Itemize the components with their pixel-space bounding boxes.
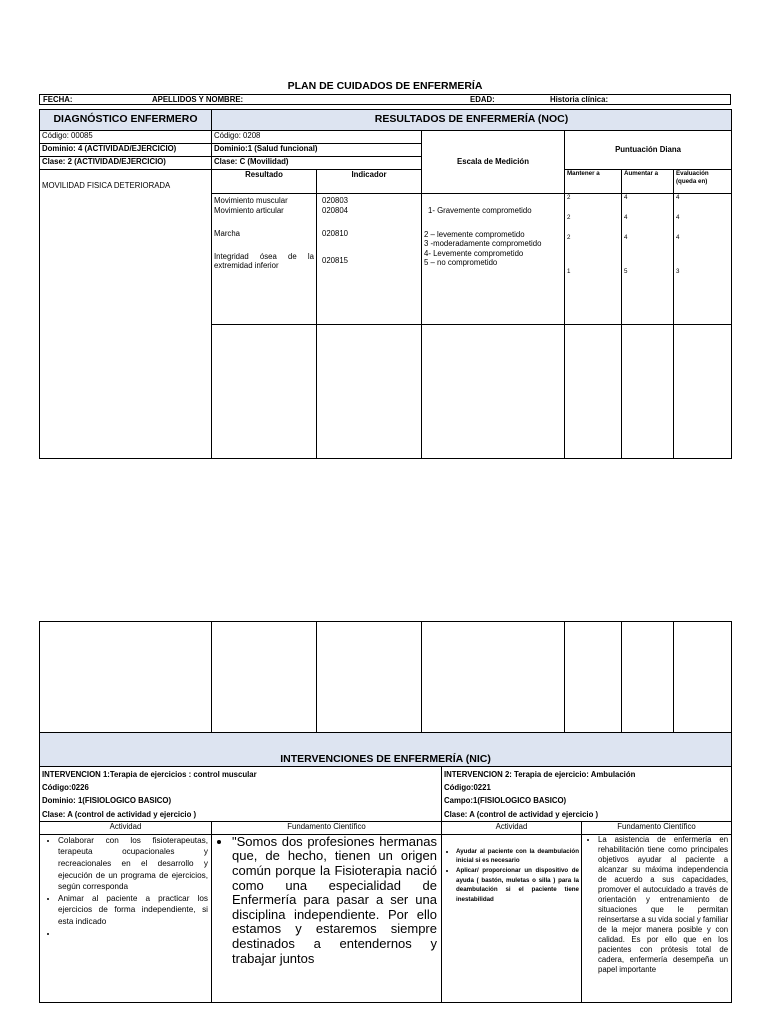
empty-cell: [565, 622, 622, 733]
edad-label: EDAD:: [470, 95, 495, 104]
diagnostico-heading: DIAGNÓSTICO ENFERMERO: [40, 110, 212, 131]
resultado-item: Movimiento articular: [214, 205, 284, 215]
empty-cell: [317, 622, 422, 733]
empty-cell: [212, 622, 317, 733]
resultado-item: Movimiento muscular: [214, 196, 288, 205]
int1-clase: Clase: A (control de actividad y ejercicio ): [42, 809, 197, 819]
escala-item: 4- Levemente comprometido: [424, 248, 524, 258]
historia-label: Historia clínica:: [550, 95, 609, 104]
indicador-item: 020803: [322, 196, 349, 205]
apellidos-label: APELLIDOS Y NOMBRE:: [152, 95, 244, 104]
page-title: PLAN DE CUIDADOS DE ENFERMERÍA: [287, 80, 483, 92]
fecha-label: FECHA:: [43, 95, 73, 104]
evaluacion-value: 4: [676, 234, 680, 241]
aumentar-value: 4: [624, 234, 628, 241]
list-item: • Animar al paciente a practicar los ejercicios de forma independiente, si esta indicado: [58, 893, 208, 928]
noc-clase: Clase: C (Movilidad): [212, 157, 422, 170]
empty-cell: [622, 622, 674, 733]
escala-item: 3 -moderadamente comprometido: [424, 239, 542, 249]
indicadores-cell: [317, 194, 422, 325]
empty-cell: [565, 325, 622, 459]
int2-codigo: Código:0221: [444, 783, 491, 793]
evaluacion-value: 3: [676, 268, 680, 275]
evaluacion-value: 4: [676, 214, 680, 221]
aumentar-value: 4: [624, 194, 628, 201]
int1-actividad-header: Actividad: [40, 821, 212, 834]
int1-info: [40, 767, 442, 822]
int2-title: INTERVENCION 2: Terapia de ejercicio: Ambulación: [444, 770, 636, 779]
int2-fundamento-text: • La asistencia de enfermería en rehabilitación tiene como principales objetivos ayudar al paciente a alcanzar su máxima independencia de acuerdo a sus capacidades, promover el autocuidado a través de orientación y entrenamiento de situaciones que le permitan reinsertarse a su vida social y familiar de la mejor manera posible y con calidad. Es por ello que en los pacientes con prótesis total de cadera, enfermería desempeña un papel importante: [598, 835, 728, 975]
diag-clase: Clase: 2 (ACTIVIDAD/EJERCICIO): [40, 157, 212, 170]
diag-dominio: Dominio: 4 (ACTIVIDAD/EJERCICIO): [40, 144, 212, 157]
int1-actividades-cell: [40, 834, 212, 1002]
indicador-item: 020804: [322, 205, 349, 215]
list-item: • Aplicar/ proporcionar un dispositivo de ayuda ( bastón, muletas o silla ) para la deambulación si el paciente tiene inestabilidad: [456, 866, 579, 904]
continuation-table: [39, 621, 732, 733]
empty-cell: [40, 622, 212, 733]
header-row: [39, 94, 731, 105]
noc-dominio: Dominio:1 (Salud funcional): [212, 144, 422, 157]
escala-cell: [422, 194, 565, 325]
mantener-value: 2: [567, 214, 571, 221]
int2-fundamento-list: [588, 835, 728, 975]
resultado-item: Marcha: [214, 229, 240, 239]
int2-campo: Campo:1(FISIOLOGICO BASICO): [444, 796, 567, 806]
empty-cell: [212, 325, 317, 459]
noc-codigo: Código: 0208: [212, 131, 422, 144]
mantener-value: 2: [567, 234, 571, 241]
nic-heading: INTERVENCIONES DE ENFERMERÍA (NIC): [40, 733, 732, 767]
int1-fundamento-cell: [212, 834, 442, 1002]
empty-cell: [422, 622, 565, 733]
empty-cell: [422, 325, 565, 459]
evaluacion-cell: [674, 194, 732, 325]
escala-item: 5 – no comprometido: [424, 258, 498, 268]
resultado-item: Integridad ósea de la extremidad inferior: [214, 251, 314, 271]
indicador-item: 020810: [322, 229, 349, 239]
empty-cell: [674, 325, 732, 459]
escala-header: Escala de Medición: [422, 131, 565, 194]
diag-label: MOVILIDAD FISICA DETERIORADA: [40, 170, 212, 459]
aumentar-cell: [622, 194, 674, 325]
resultados-cell: [212, 194, 317, 325]
empty-cell: [674, 622, 732, 733]
mantener-value: 1: [567, 268, 571, 275]
int1-fundamento-list: [220, 835, 437, 966]
puntuacion-header: Puntuación Diana: [565, 131, 732, 170]
int2-fundamento-header: Fundamento Científico: [582, 821, 732, 834]
int2-actividades-cell: [442, 834, 582, 1002]
aumentar-value: 4: [624, 214, 628, 221]
care-plan-table: [39, 109, 732, 459]
int1-actividades-list: [46, 835, 208, 939]
list-item: • Colaborar con los fisioterapeutas, terapeuta ocupacionales y recreacionales en el desarrollo y ejecución de un programa de ejercicios, según corresponda: [58, 835, 208, 893]
diag-codigo: Código: 00085: [40, 131, 212, 144]
escala-item: 1- Gravemente comprometido: [428, 206, 532, 215]
list-item: • Ayudar al paciente con la deambulación inicial si es necesario: [456, 847, 579, 866]
list-item: [58, 928, 208, 940]
mantener-value: 2: [567, 194, 571, 201]
mantener-header: Mantener a: [565, 170, 622, 194]
int2-clase: Clase: A (control de actividad y ejercicio ): [444, 809, 599, 819]
empty-cell: [317, 325, 422, 459]
int2-fundamento-cell: [582, 834, 732, 1002]
indicador-item: 020815: [322, 255, 349, 265]
evaluacion-header: Evaluación (queda en): [674, 170, 732, 194]
indicador-header: Indicador: [317, 170, 422, 194]
int1-title: INTERVENCION 1:Terapia de ejercicios : control muscular: [42, 770, 257, 779]
int1-fundamento-header: Fundamento Científico: [212, 821, 442, 834]
mantener-cell: [565, 194, 622, 325]
resultado-header: Resultado: [212, 170, 317, 194]
evaluacion-value: 4: [676, 194, 680, 201]
aumentar-value: 5: [624, 268, 628, 275]
nic-table: [39, 732, 732, 1003]
empty-cell: [622, 325, 674, 459]
aumentar-header: Aumentar a: [622, 170, 674, 194]
int1-fundamento-text: • "Somos dos profesiones hermanas que, de hecho, tienen un origen común porque la Fisioterapia nació como una especialidad de Enfermería para pasar a ser una disciplina independiente. Por ello estamos y estaremos siempre destinados a entendernos y trabajar juntos: [232, 835, 437, 966]
noc-heading: RESULTADOS DE ENFERMERÍA (NOC): [212, 110, 732, 131]
escala-item: 2 – levemente comprometido: [424, 229, 525, 239]
int2-actividad-header: Actividad: [442, 821, 582, 834]
int1-codigo: Código:0226: [42, 783, 89, 793]
int2-info: [442, 767, 732, 822]
int2-actividades-list: [446, 847, 579, 905]
int1-dominio: Dominio: 1(FISIOLOGICO BASICO): [42, 796, 172, 806]
